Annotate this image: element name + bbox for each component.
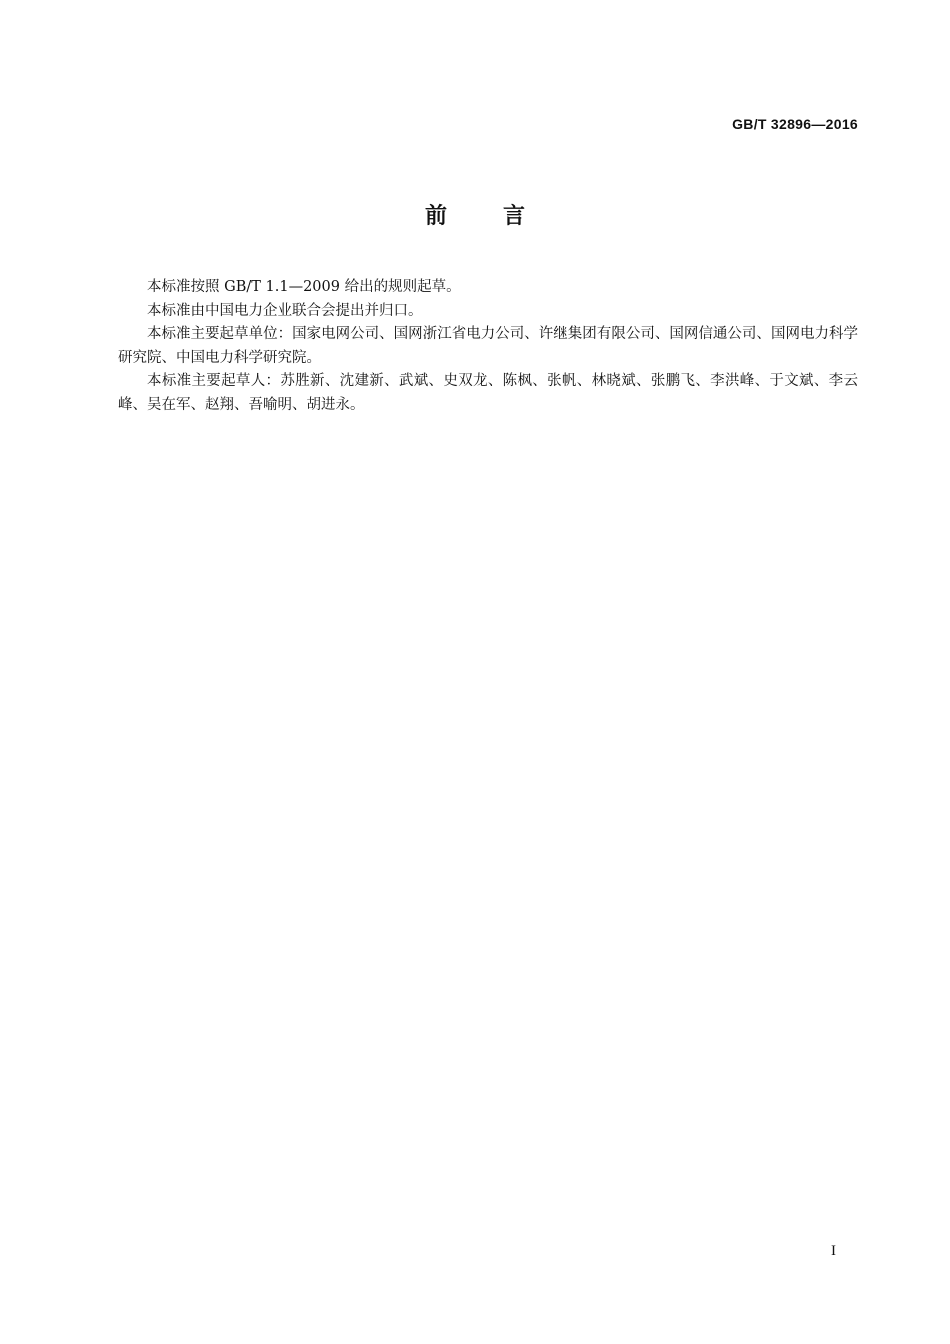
page-number: I bbox=[831, 1243, 836, 1259]
page-title: 前言 bbox=[424, 204, 581, 229]
foreword-body bbox=[118, 276, 858, 417]
standard-code: GB/T 32896—2016 bbox=[732, 116, 858, 132]
paragraph-proposer: 本标准由中国电力企业联合会提出并归口。 bbox=[147, 302, 423, 319]
paragraph-drafting-rules: 本标准按照 GB/T 1.1—2009 给出的规则起草。 bbox=[147, 279, 461, 295]
paragraph-drafters: 本标准主要起草人：苏胜新、沈建新、武斌、史双龙、陈枫、张帆、林晓斌、张鹏飞、李洪峰、于文斌、李云峰、吴在军、赵翔、吾喻明、胡进永。 bbox=[118, 373, 858, 413]
paragraph-drafting-units: 本标准主要起草单位：国家电网公司、国网浙江省电力公司、许继集团有限公司、国网信通公司、国网电力科学研究院、中国电力科学研究院。 bbox=[118, 326, 858, 366]
